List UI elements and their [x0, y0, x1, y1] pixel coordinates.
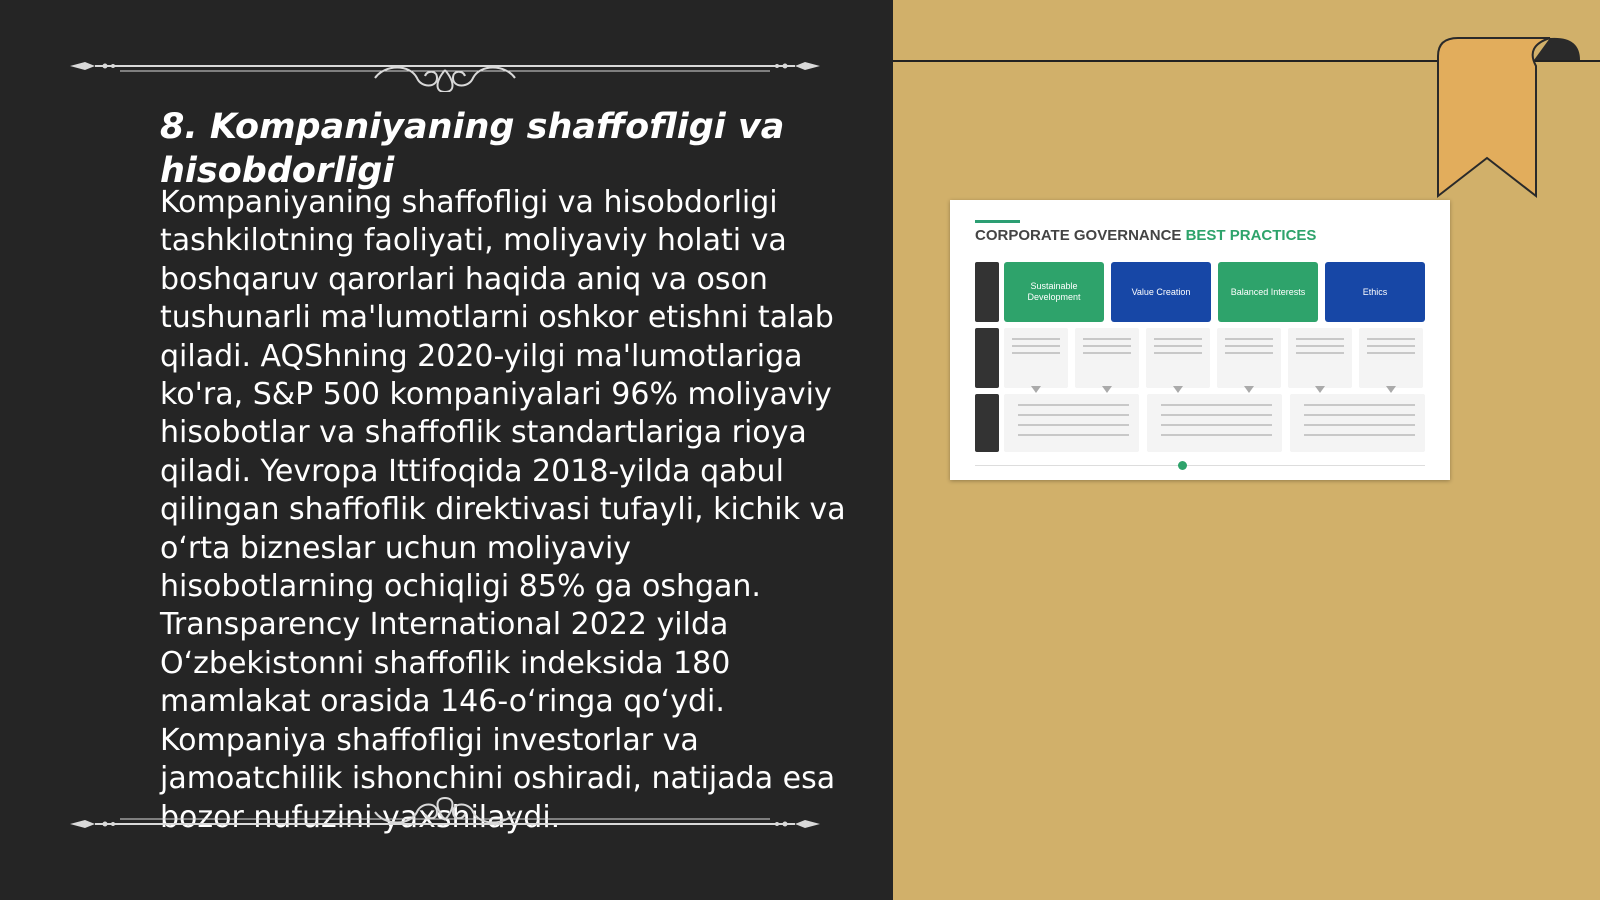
card-title-main: CORPORATE GOVERNANCE — [975, 227, 1182, 244]
principle-box — [1004, 328, 1068, 388]
row-label-regulations — [975, 394, 999, 452]
slide-title: 8. Kompaniyaning shaffofligi va hisobdorligi — [160, 107, 785, 191]
principle-box — [1288, 328, 1352, 388]
down-arrow-icon — [1102, 386, 1112, 393]
row-label-goals — [975, 262, 999, 322]
card-title — [975, 227, 1316, 244]
down-arrow-icon — [1173, 386, 1183, 393]
top-ornament — [65, 42, 825, 92]
down-arrow-icon — [1386, 386, 1396, 393]
corporate-governance-image — [950, 200, 1450, 480]
bookmark-ribbon-icon — [1430, 36, 1580, 201]
regulation-box — [1290, 394, 1425, 452]
down-arrow-icon — [1031, 386, 1041, 393]
card-footer-line — [975, 465, 1425, 466]
pillar-ethics: Ethics — [1325, 262, 1425, 322]
bottom-ornament — [65, 782, 825, 832]
regulation-box — [1147, 394, 1282, 452]
principle-box — [1075, 328, 1139, 388]
regulation-box — [1004, 394, 1139, 452]
pillar-sustainable-development: Sustainable Development — [1004, 262, 1104, 322]
down-arrow-icon — [1315, 386, 1325, 393]
principle-box — [1217, 328, 1281, 388]
row-label-principles — [975, 328, 999, 388]
pillar-value-creation: Value Creation — [1111, 262, 1211, 322]
card-footer-dot — [1178, 461, 1187, 470]
slide-body-text: Kompaniyaning shaffofligi va hisobdorligi tashkilotning faoliyati, moliyaviy holati va boshqaruv qarorlari haqida aniq va oson tushunarli ma'lumotlarni oshkor etishni talab qiladi. AQShning 2020-yilgi ma'lumotlariga ko'ra, S&P 500 kompaniyalari 96% moliyaviy hisobotlar va shaffoflik standartlariga rioya qiladi. Yevropa Ittifoqida 2018-yilda qabul qilingan shaffoflik direktivasi tufayli, kichik va o‘rta bizneslar uchun moliyaviy hisobotlarning ochiqligi 85% ga oshgan. Transparency International 2022 yilda O‘zbekistonni shaffoflik indeksida 180 mamlakat orasida 146-o‘ringa qo‘ydi. Kompaniya shaffofligi investorlar va jamoatchilik ishonchini oshiradi, natijada esa bozor nufuzini yaxshilaydi. — [160, 185, 846, 835]
card-title-highlight: BEST PRACTICES — [1185, 227, 1317, 244]
pillar-balanced-interests: Balanced Interests — [1218, 262, 1318, 322]
principle-box — [1146, 328, 1210, 388]
card-accent-bar — [975, 220, 1020, 223]
principle-box — [1359, 328, 1423, 388]
down-arrow-icon — [1244, 386, 1254, 393]
